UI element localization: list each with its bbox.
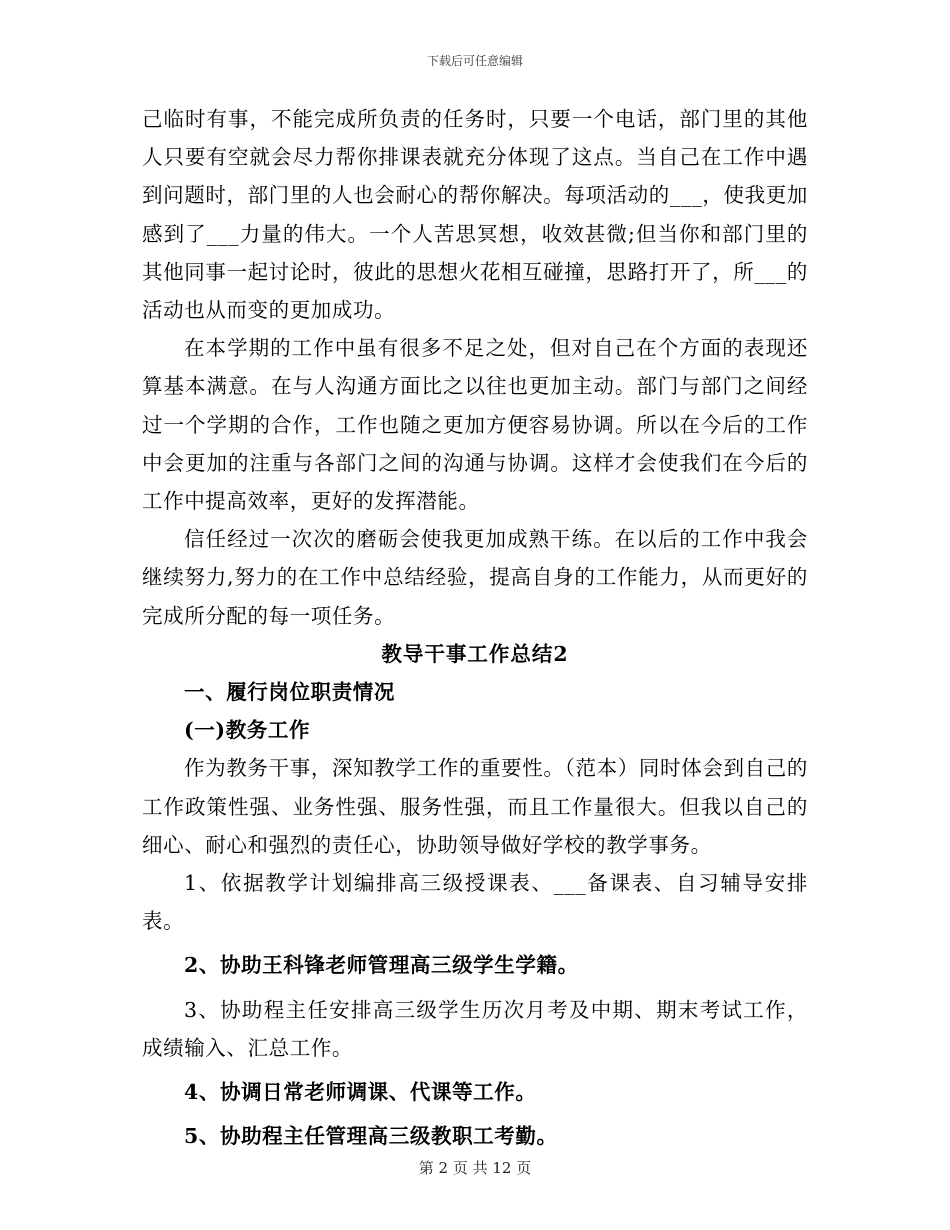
paragraph-future-plan: 信任经过一次次的磨砺会使我更加成熟干练。在以后的工作中我会继续努力,努力的在工作中总结经验，提高自身的工作能力，从而更好的完成所分配的每一项任务。 xyxy=(142,527,808,628)
paragraph-continuation: 己临时有事，不能完成所负责的任务时，只要一个电话，部门里的其他人只要有空就会尽力帮你排课表就充分体现了这点。当自己在工作中遇到问题时，部门里的人也会耐心的帮你解决。每项活动的___，使我更加感到了___力量的伟大。一个人苦思冥想，收效甚微;但当你和部门里的其他同事一起讨论时，彼此的思想火花相互碰撞，思路打开了，所___的活动也从而变的更加成功。 xyxy=(142,107,808,323)
list-item-4: 4、协调日常老师调课、代课等工作。 xyxy=(184,1080,537,1105)
heading-duties: 一、履行岗位职责情况 xyxy=(184,680,395,705)
list-item-3: 3、协助程主任安排高三级学生历次月考及中期、期末考试工作，成绩输入、汇总工作。 xyxy=(142,997,808,1060)
paragraph-intro: 作为教务干事，深知教学工作的重要性。（范本）同时体会到自己的工作政策性强、业务性强、服务性强，而且工作量很大。但我以自己的细心、耐心和强烈的责任心，协助领导做好学校的教学事务。 xyxy=(142,756,808,857)
document-body xyxy=(142,100,808,1155)
page-header: 下载后可任意编辑 xyxy=(426,54,523,68)
list-item-2: 2、协助王科锋老师管理高三级学生学籍。 xyxy=(184,953,579,978)
list-item-5: 5、协助程主任管理高三级教职工考勤。 xyxy=(184,1124,558,1149)
paragraph-self-assessment: 在本学期的工作中虽有很多不足之处，但对自己在个方面的表现还算基本满意。在与人沟通方面比之以往也更加主动。部门与部门之间经过一个学期的合作，工作也随之更加方便容易协调。所以在今后的工作中会更加的注重与各部门之间的沟通与协调。这样才会使我们在今后的工作中提高效率，更好的发挥潜能。 xyxy=(142,336,808,514)
list-item-1: 1、依据教学计划编排高三级授课表、___备课表、自习辅导安排表。 xyxy=(142,871,808,934)
section-title: 教导干事工作总结2 xyxy=(381,641,569,666)
page-footer: 第 2 页 共 12 页 xyxy=(418,1159,532,1177)
heading-academic-affairs: (一)教务工作 xyxy=(184,718,311,743)
